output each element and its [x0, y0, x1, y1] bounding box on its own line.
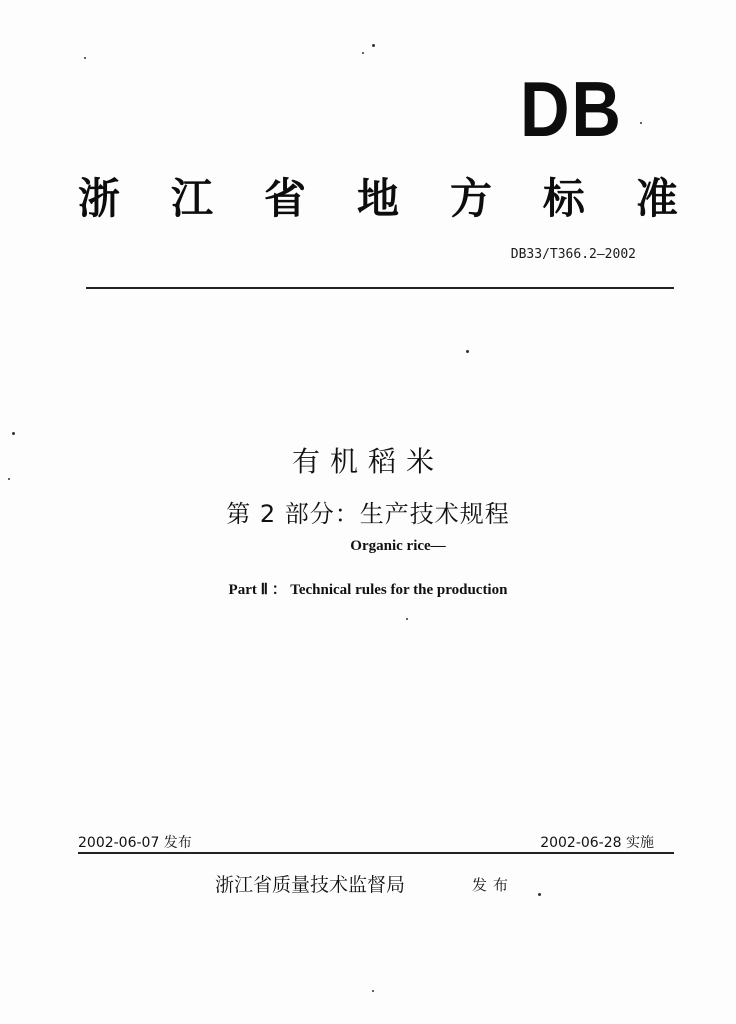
effective-date: 2002-06-28 实施: [540, 835, 654, 851]
standard-type-char: 江: [170, 174, 213, 223]
english-subtitle: Part Ⅱ ： Technical rules for the production: [228, 582, 508, 598]
chinese-title: 有机稻米: [291, 445, 444, 478]
issuing-authority: 浙江省质量技术监督局: [215, 874, 406, 896]
standard-type-char: 准: [635, 174, 678, 223]
scan-speck: [84, 57, 86, 59]
standard-number: DB33/T366.2—2002: [510, 247, 636, 262]
chinese-subtitle: 第 2 部分：生产技术规程: [226, 500, 510, 528]
standard-type-char: 标: [542, 174, 585, 223]
standard-type-char: 方: [449, 174, 492, 223]
header-divider: [86, 287, 674, 289]
scan-speck: [362, 52, 364, 54]
standard-type-heading: [78, 174, 678, 223]
standard-type-char: 地: [356, 174, 399, 223]
issuer-action: 发布: [472, 876, 515, 894]
scan-speck: [466, 350, 469, 353]
scan-speck: [372, 44, 375, 47]
standard-type-char: 省: [263, 174, 306, 223]
scan-speck: [640, 122, 642, 124]
english-title: Organic rice—: [350, 538, 446, 554]
scan-speck: [538, 893, 541, 896]
standard-mark: DB: [520, 65, 623, 153]
publish-date: 2002-06-07 发布: [78, 835, 192, 851]
standard-type-char: 浙: [78, 174, 121, 223]
scan-speck: [372, 990, 374, 992]
scan-speck: [12, 432, 15, 435]
scan-speck: [406, 618, 408, 620]
footer-divider: [78, 852, 674, 854]
scan-speck: [8, 478, 10, 480]
